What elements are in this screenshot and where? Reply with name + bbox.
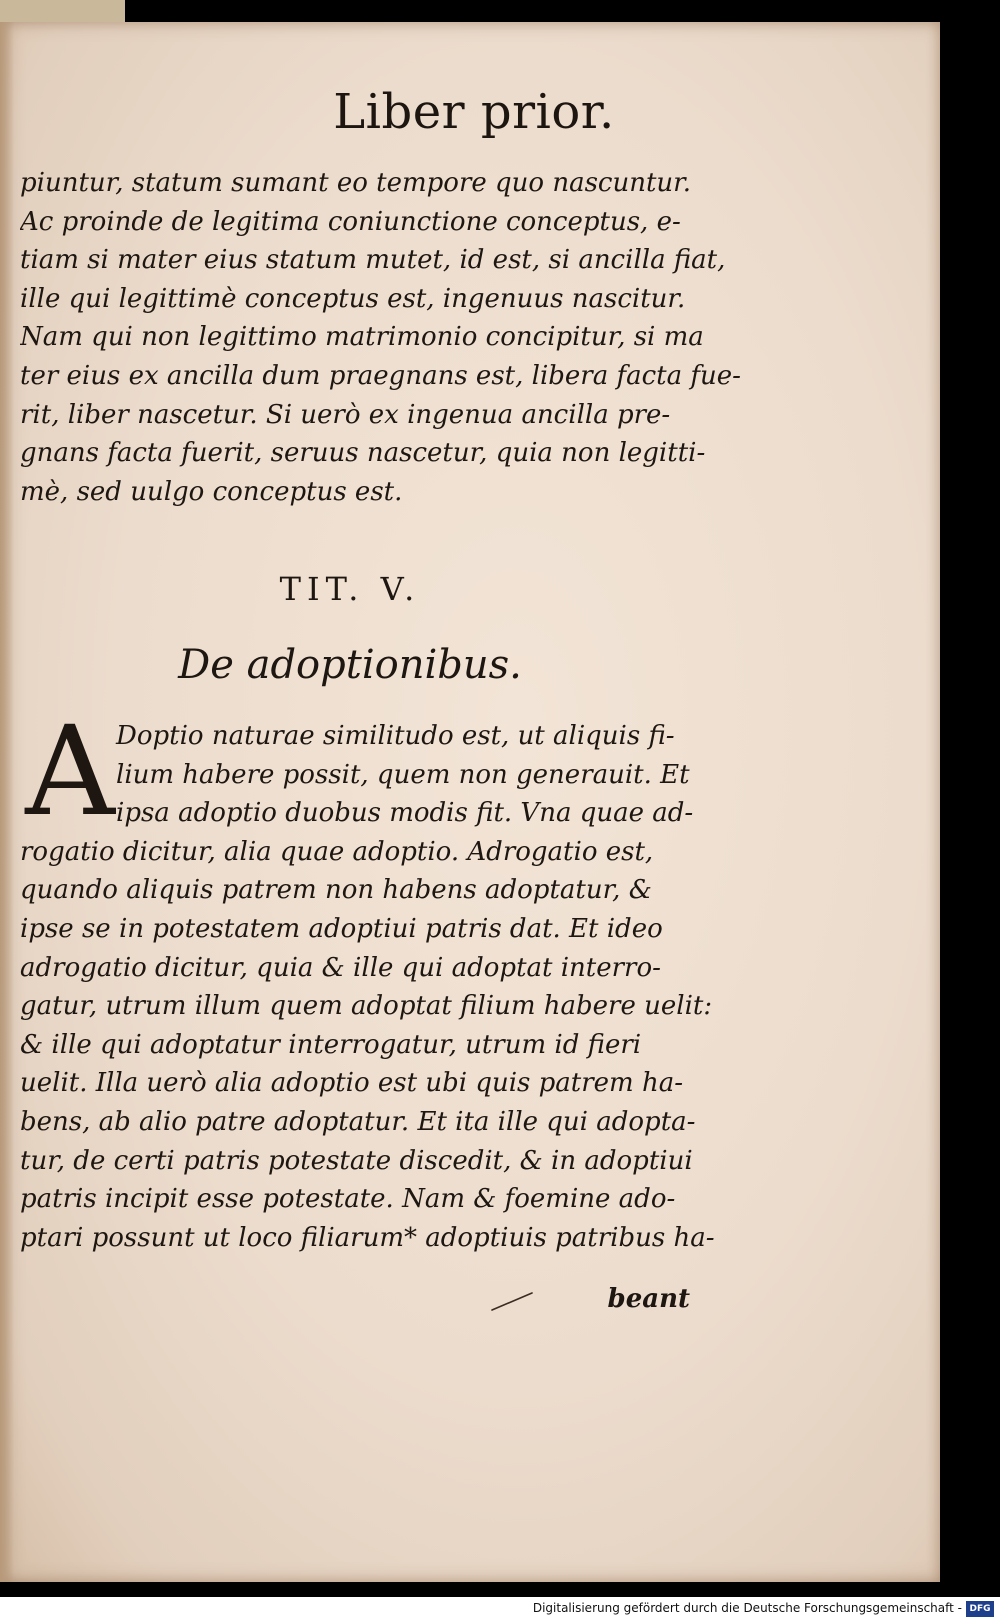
adjacent-page-corner: [0, 0, 125, 22]
text-line: Nam qui non legittimo matrimonio concipitur, si ma: [20, 322, 704, 353]
text-line: ipse se in potestatem adoptiui patris dat. Et ideo: [20, 913, 663, 944]
text-line: rogatio dicitur, alia quae adoptio. Adrogatio est,: [20, 836, 654, 867]
text-line: tiam si mater eius statum mutet, id est, si ancilla fiat,: [20, 245, 726, 276]
paragraph-continued: [20, 164, 741, 511]
text-line: quando aliquis patrem non habens adoptatur, &: [20, 875, 652, 906]
text-line: piuntur, statum sumant eo tempore quo nascuntur.: [20, 168, 691, 198]
text-line: uelit. Illa uerò alia adoptio est ubi quis patrem ha-: [20, 1068, 683, 1099]
text-line: ter eius ex ancilla dum praegnans est, libera facta fue-: [20, 360, 741, 391]
text-line: ipsa adoptio duobus modis fit. Vna quae ad-: [116, 798, 694, 829]
section-number: TIT. V.: [279, 570, 421, 608]
digitization-footer: [0, 1597, 1000, 1623]
text-line: rit, liber nascetur. Si uerò ex ingenua ancilla pre-: [20, 399, 671, 430]
text-line: mè, sed uulgo conceptus est.: [20, 476, 403, 507]
text-line: tur, de certi patris potestate discedit, & in adoptiui: [20, 1145, 693, 1176]
text-line: Doptio naturae similitudo est, ut aliquis fi-: [116, 721, 675, 751]
paragraph-adoption: [20, 700, 715, 1257]
drop-cap-initial: A: [25, 700, 115, 844]
book-page: [0, 22, 940, 1582]
page-spine-shadow: [0, 22, 14, 1582]
text-line: ille qui legittimè conceptus est, ingenuus nascitur.: [20, 283, 686, 314]
text-line: patris incipit esse potestate. Nam & foemine ado-: [20, 1184, 676, 1215]
funding-credit: Digitalisierung gefördert durch die Deutsche Forschungsgemeinschaft -: [532, 1601, 962, 1615]
text-line: ptari possunt ut loco filiarum* adoptiuis patribus ha-: [20, 1222, 715, 1253]
text-line: gnans facta fuerit, seruus nascetur, quia non legitti-: [20, 438, 706, 469]
running-head: Liber prior.: [333, 84, 615, 140]
catchword: beant: [607, 1284, 690, 1314]
text-line: bens, ab alio patre adoptatur. Et ita ille qui adopta-: [20, 1106, 696, 1137]
text-line: & ille qui adoptatur interrogatur, utrum id fieri: [20, 1029, 642, 1060]
text-line: lium habere possit, quem non generauit. Et: [116, 759, 690, 790]
text-line: adrogatio dicitur, quia & ille qui adoptat interro-: [20, 952, 661, 983]
dfg-logo: DFG: [966, 1601, 994, 1617]
text-line: Ac proinde de legitima coniunctione conceptus, e-: [20, 206, 681, 237]
section-heading: De adoptionibus.: [178, 642, 522, 688]
text-line: gatur, utrum illum quem adoptat filium habere uelit:: [20, 991, 713, 1022]
